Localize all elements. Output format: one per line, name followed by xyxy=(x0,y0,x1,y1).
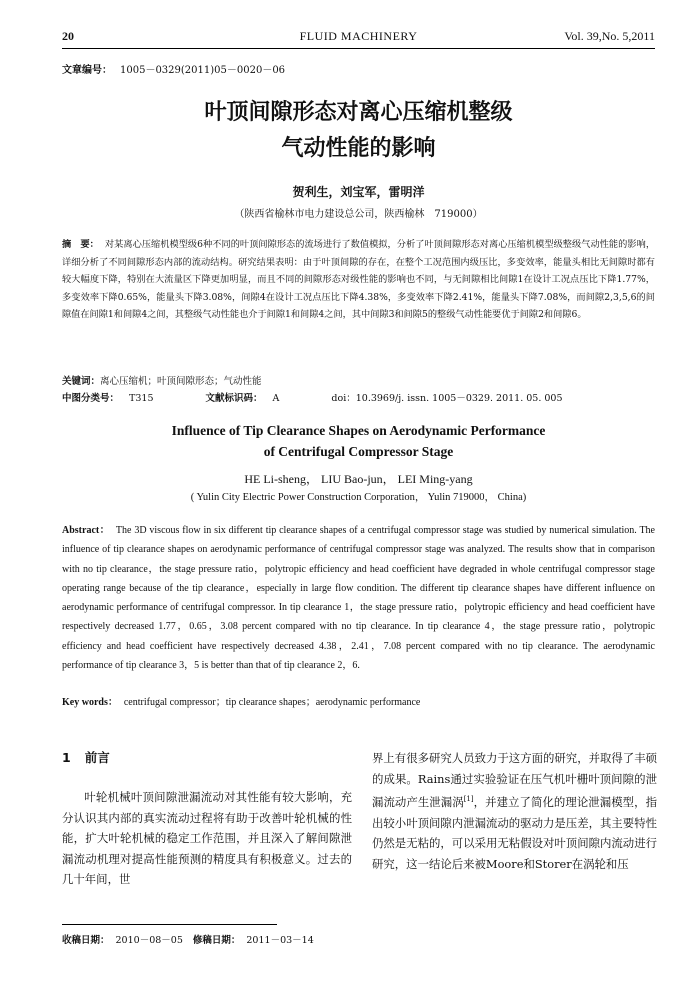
abstract-chinese xyxy=(62,236,655,324)
abstract-english-label: Abstract： xyxy=(62,525,110,536)
body-paragraph-right xyxy=(372,748,657,874)
abstract-chinese-label: 摘 要： xyxy=(62,239,99,250)
doc-code-value: A xyxy=(272,393,280,404)
article-number-label: 文章编号： xyxy=(62,65,112,76)
citation-ref: [1] xyxy=(463,795,474,804)
body-paragraph-left xyxy=(62,787,352,890)
title-english xyxy=(62,420,655,462)
affiliation-english: ( Yulin City Electric Power Construction Corporation， Yulin 719000， China) xyxy=(190,492,527,503)
title-english-line1: Influence of Tip Clearance Shapes on Aerodynamic Performance xyxy=(171,423,546,438)
keywords-chinese xyxy=(62,373,655,390)
section-number: 1 xyxy=(62,750,71,765)
keywords-chinese-text: 离心压缩机；叶顶间隙形态；气动性能 xyxy=(100,376,262,387)
footnote-dates xyxy=(62,932,314,946)
keywords-english-label: Key words： xyxy=(62,697,118,708)
doc-code-label: 文献标识码： xyxy=(205,393,263,404)
revised-date: 2011－03－14 xyxy=(246,935,314,946)
abstract-english-text: The 3D viscous flow in six different tip clearance shapes of a centrifugal compressor stage was studied by numerical simulation. The influence of tip clearance shapes on aerodynamic performance of centrifugal compressor stage was analyzed. The results show that in comparison with no tip clearance，the stage pressure ratio，polytropic efficiency and head coefficient have degraded in whole centrifugal compressor stage operating range because of the tip clearance，especially in large flow condition. The different tip clearance shapes have different influence on aerodynamic performance of centrifugal compressor. In tip clearance 1，the stage pressure ratio，polytropic efficiency and head coefficient have respectively decreased 1.77，0.65，3.08 percent compared with no tip clearance. In tip clearance 4，the stage pressure ratio，polytropic efficiency and head coefficient have respectively decreased 4.38，2.41，7.08 percent compared with no tip clearance. The aerodynamic performance of tip clearance 3，5 is better than that of tip clearance 2，6. xyxy=(62,525,655,672)
section-title: 前言 xyxy=(84,750,110,765)
revised-label: 修稿日期： xyxy=(192,935,241,946)
doi: doi：10.3969/j. issn. 1005－0329. 2011. 05. 005 xyxy=(331,393,563,404)
abstract-chinese-text: 对某离心压缩机模型级6种不同的叶顶间隙形态的流场进行了数值模拟，分析了叶顶间隙形态对离心压缩机模型级整级气动性能的影响，详细分析了不同间隙形态内部的流动结构。研究结果表明：由于叶顶间隙的存在，在整个工况范围内级压比，多变效率，能量头相比无间隙时都有较大幅度下降，特别在大流量区下降更加明显，而且不同的间隙形态对级性能的影响也不同，与无间隙相比间隙1在设计工况点压比下降1.77%，多变效率下降0.65%，能量头下降3.08%，间隙4在设计工况点压比下降4.38%，多变效率下降2.41%，能量头下降7.08%，而间隙2,3,5,6的间隙值在间隙1和间隙4之间，其整级气动性能也介于间隙1和间隙4之间，其中间隙3和间隙5的整级气动性能要优于间隙2和间隙6。 xyxy=(62,239,656,320)
authors-english: HE Li-sheng， LIU Bao-jun， LEI Ming-yang xyxy=(244,472,473,486)
received-label: 收稿日期： xyxy=(62,935,110,946)
abstract-english xyxy=(62,521,655,675)
article-number xyxy=(62,61,285,76)
running-header xyxy=(62,26,655,49)
journal-name: FLUID MACHINERY xyxy=(299,29,418,43)
clc-value: T315 xyxy=(129,393,154,404)
volume-info: Vol. 39,No. 5,2011 xyxy=(564,29,655,43)
keywords-chinese-label: 关键词： xyxy=(62,376,101,387)
title-chinese-line1: 叶顶间隙形态对离心压缩机整级 xyxy=(204,100,513,125)
clc-label: 中图分类号： xyxy=(62,393,120,404)
keywords-english xyxy=(62,694,655,712)
section-heading xyxy=(62,748,352,766)
footnote-divider xyxy=(62,924,277,925)
body-column-left xyxy=(62,748,352,890)
title-english-line2: of Centrifugal Compressor Stage xyxy=(263,444,454,459)
body-text-left: 叶轮机械叶顶间隙泄漏流动对其性能有较大影响，充分认识其内部的真实流动过程将有助于改善叶轮机械的性能，扩大叶轮机械的稳定工作范围，并且深入了解间隙泄漏流动机理对提高性能预测的精度具有积极意义。过去的几十年间，世 xyxy=(62,790,352,887)
keywords-english-text: centrifugal compressor；tip clearance shapes；aerodynamic performance xyxy=(123,697,421,708)
page-number: 20 xyxy=(62,29,74,43)
title-chinese xyxy=(62,95,655,167)
body-text-right-b: ，并建立了简化的理论泄漏模型，指出较小叶顶间隙内泄漏流动的驱动力是压差，其主要特性仍然是无粘的，可以采用无粘假设对叶顶间隙内流动进行研究，这一结论后来被Moore和Storer在涡轮和压 xyxy=(372,794,657,871)
classification-line xyxy=(62,390,655,407)
article-number-value: 1005－0329(2011)05－0020－06 xyxy=(120,65,286,76)
affiliation-chinese: （陕西省榆林市电力建设总公司，陕西榆林 719000） xyxy=(234,209,483,220)
received-date: 2010－08－05 xyxy=(115,935,183,946)
authors-chinese: 贺利生，刘宝军，雷明洋 xyxy=(292,185,425,199)
body-column-right xyxy=(372,748,657,874)
title-chinese-line2: 气动性能的影响 xyxy=(281,136,436,161)
body-text-right-a: 界上有很多研究人员致力于这方面的研究，并取得了丰硕的成果。Rains通过实验验证在压气机叶栅叶顶间隙的泄漏流动产生泄漏涡 xyxy=(372,751,657,809)
